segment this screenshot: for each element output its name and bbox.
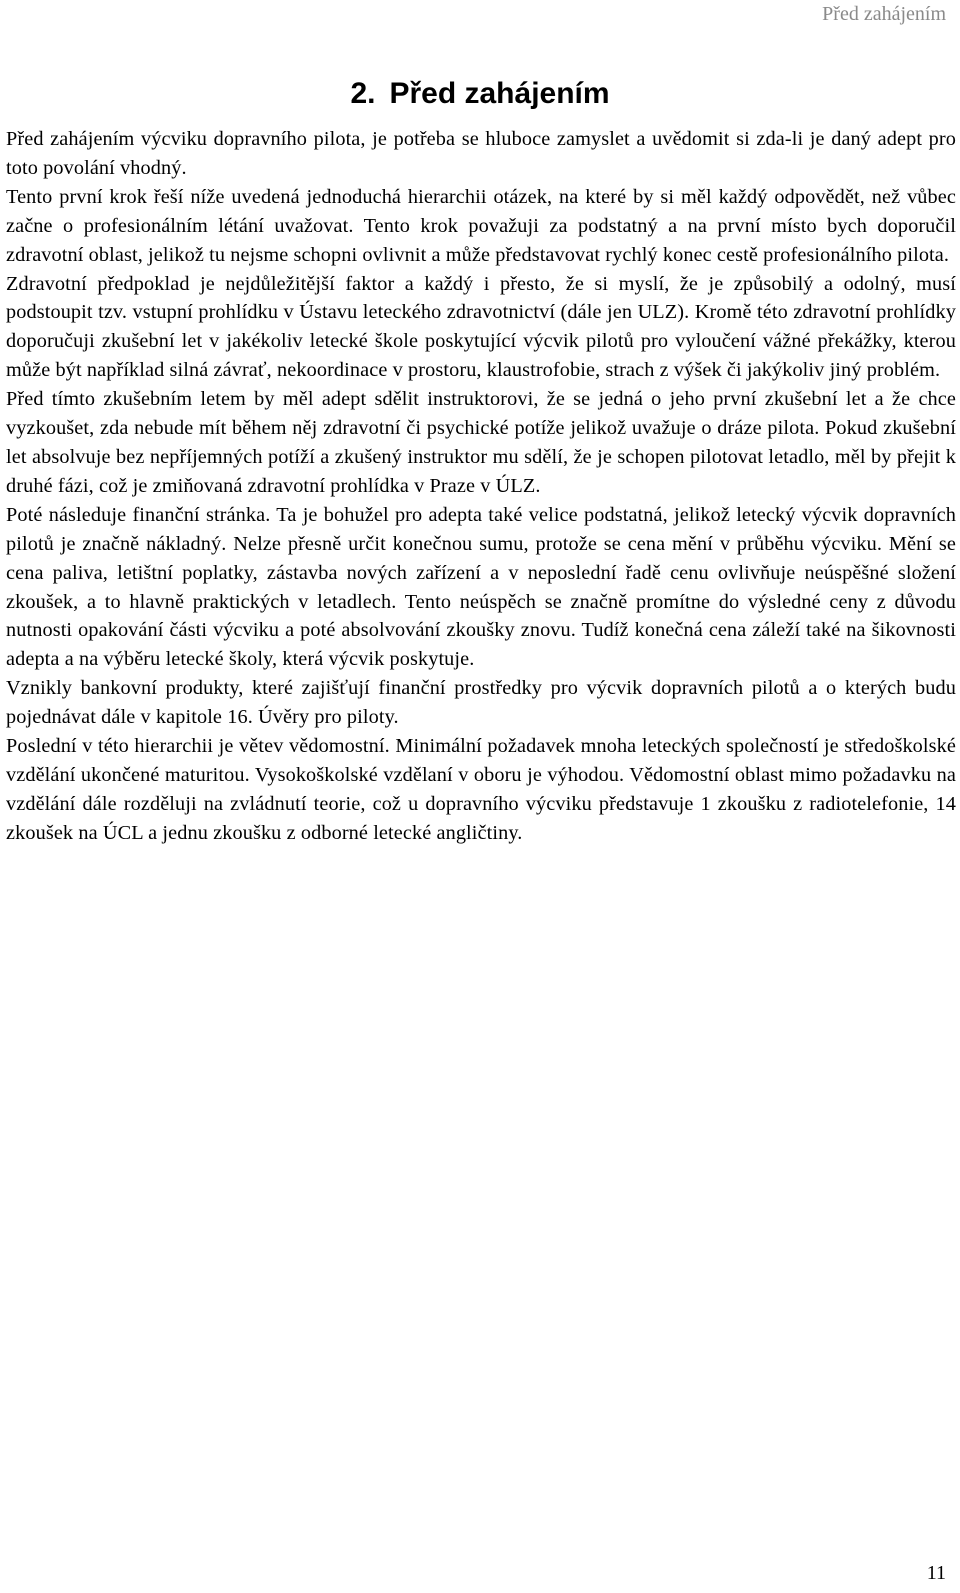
paragraph-finance: Poté následuje finanční stránka. Ta je bohužel pro adepta také velice podstatná, jelikož letecký výcvik dopravních pilotů je značně nákladný. Nelze přesně určit konečnou sumu, protože se cena mění v průběhu výcviku. Mění se cena paliva, letištní poplatky, zástavba nových zařízení a v neposlední řadě cenu ovlivňuje neúspěšné složení zkoušek, a to hlavně praktických v letadlech. Tento neúspěch se značně promítne do výsledné ceny z důvodu nutnosti opakování části výcviku a poté absolvování zkoušky znovu. Tudíž konečná cena záleží také na šikovnosti adepta a na výběru letecké školy, která výcvik poskytuje.: [6, 503, 956, 671]
paragraph-health: Zdravotní předpoklad je nejdůležitější faktor a každý i přesto, že si myslí, že je způsobilý a odolný, musí podstoupit tzv. vstupní prohlídku v Ústavu leteckého zdravotnictví (dále jen ULZ). Kromě této zdravotní prohlídky doporučuji zkušební let v jakékoliv letecké škole poskytující výcvik pilotů pro vyloučení vážné překážky, kterou může být například silná závrať, nekoordinace v prostoru, klaustrofobie, strach z výšek či jakýkoliv jiný problém.: [6, 272, 956, 382]
paragraph-trial-flight: Před tímto zkušebním letem by měl adept sdělit instruktorovi, že se jedná o jeho první zkušební let a že chce vyzkoušet, zda nebude mít během něj zdravotní či psychické potíže jelikož uvažuje o dráze pilota. Pokud zkušební let absolvuje bez nepříjemných potíží a zkušený instruktor mu sdělí, že je schopen pilotovat letadlo, měl by přejit k druhé fázi, což je zmiňovaná zdravotní prohlídka v Praze v ÚLZ.: [6, 388, 956, 497]
paragraph-bank-products: Vznikly bankovní produkty, které zajišťují finanční prostředky pro výcvik dopravních pilotů a o kterých budu pojednávat dále v kapitole 16. Úvěry pro piloty.: [6, 677, 956, 729]
chapter-number: 2.: [350, 77, 376, 110]
chapter-title: Před zahájením: [389, 77, 610, 110]
page-number: 11: [926, 1562, 946, 1584]
body-text: [6, 125, 956, 848]
paragraph-hierarchy: Tento první krok řeší níže uvedená jednoduchá hierarchii otázek, na které by si měl každý odpovědět, než vůbec začne o profesionálním létání uvažovat. Tento krok považuji za podstatný a na první místo bych doporučil zdravotní oblast, jelikož tu nejsme schopni ovlivnit a může představovat rychlý konec cestě profesionálního pilota.: [6, 185, 956, 266]
running-header: Před zahájením: [822, 3, 946, 25]
chapter-heading: [0, 74, 960, 114]
paragraph-intro: Před zahájením výcviku dopravního pilota, je potřeba se hluboce zamyslet a uvědomit si zda-li je daný adept pro toto povolání vhodný.: [6, 128, 956, 179]
paragraph-knowledge: Poslední v této hierarchii je větev vědomostní. Minimální požadavek mnoha leteckých společností je středoškolské vzdělání ukončené maturitou. Vysokoškolské vzdělaní v oboru je výhodou. Vědomostní oblast mimo požadavku na vzdělání dále rozděluji na zvládnutí teorie, což u dopravního výcviku představuje 1 zkoušku z radiotelefonie, 14 zkoušek na ÚCL a jednu zkoušku z odborné letecké angličtiny.: [6, 735, 956, 844]
